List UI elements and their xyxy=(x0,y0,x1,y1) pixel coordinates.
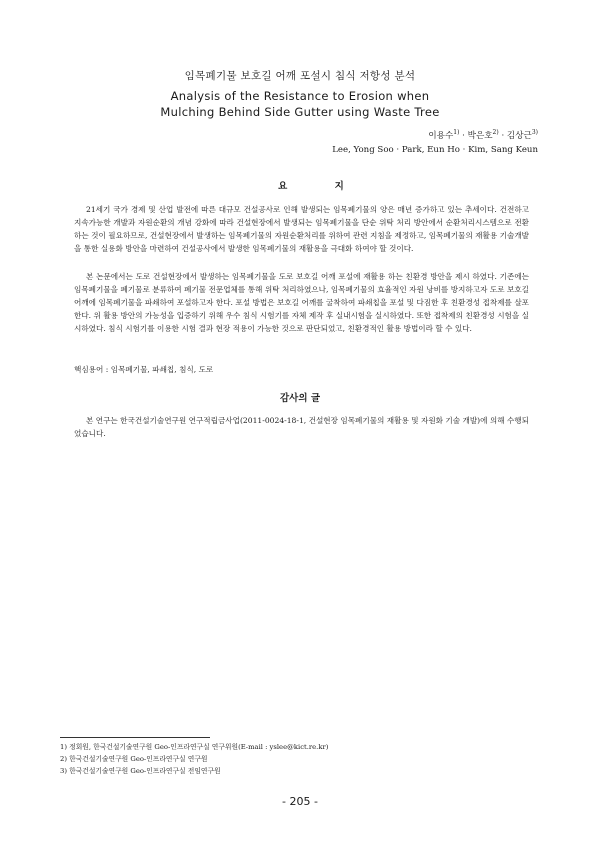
footnote-3: 3) 한국건설기술연구원 Geo-인프라연구실 전임연구원 xyxy=(60,767,221,775)
english-title-line2: Mulching Behind Side Gutter using Waste Tree xyxy=(160,105,440,119)
author-1-mark: 1) xyxy=(453,129,460,136)
abstract-heading: 요 지 xyxy=(278,181,366,192)
footnotes xyxy=(60,741,328,777)
acknowledgement-text: 본 연구는 한국건설기술연구원 연구적립금사업(2011-0024-18-1, 건설현장 임목폐기물의 재활용 및 자원화 기술 개발)에 의해 수행되었습니다. xyxy=(74,416,529,438)
keywords-line xyxy=(74,364,213,375)
keywords-list: 임목폐기물, 파쇄칩, 침식, 도로 xyxy=(110,365,214,374)
abstract-paragraph-1: 21세기 국가 경제 및 산업 발전에 따른 대규모 건설공사로 인해 발생되는 임목폐기물의 양은 매년 증가하고 있는 추세이다. 건전하고 지속가능한 개발과 자원순환의 개념 강화에 따라 건설현장에서 발생되는 임목폐기물을 단순 위탁 처리 방안에서 순환처리시스템으로 전환하는 것이 필요하므로, 건설현장에서 발생하는 임목폐기물의 자원순환처리를 위하여 관련 지침을 제정하고, 임목폐기물의 재활용 기술개발을 통한 실용화 방안을 마련하여 건설공사에서 발생한 임목폐기물의 재활용을 극대화 하여야 할 것이다. xyxy=(74,205,529,253)
title-block xyxy=(60,68,540,120)
korean-title: 임목폐기물 보호길 어깨 포설시 침식 저항성 분석 xyxy=(184,70,416,82)
keywords-label: 핵심용어 : xyxy=(74,365,109,374)
page-number: - 205 - xyxy=(282,795,318,808)
korean-authors xyxy=(332,126,538,143)
author-separator-2: · xyxy=(498,130,507,141)
english-title-line1: Analysis of the Resistance to Erosion when xyxy=(170,89,430,103)
footnote-divider xyxy=(60,737,210,738)
abstract-paragraph-2: 본 논문에서는 도로 건설현장에서 발생하는 임목폐기물을 도로 보호길 어깨 포설에 재활용 하는 친환경 방안을 제시 하였다. 기존에는 임목폐기물을 폐기물로 분류하여 폐기물 전문업체를 통해 위탁 처리하였으나, 임목폐기물의 효율적인 자원 낭비를 방지하고자 도로 보호길 어깨에 임목폐기물을 파쇄하여 포설하고자 한다. 포설 방법은 보호길 어깨를 굴착하여 파쇄칩을 포설 및 다짐한 후 친환경성 접착제를 살포한다. 위 활용 방안의 가능성을 입증하기 위해 우수 침식 시험기를 자체 제작 후 실내시험을 실시하였다. 또한 접착제의 친환경성 시험을 실시하였다. 침식 시험기를 이용한 시험 결과 현장 적용이 가능한 것으로 판단되었고, 친환경적인 활용 방법이라 할 수 있다. xyxy=(74,272,529,333)
author-3-mark: 3) xyxy=(531,129,538,136)
acknowledgement-heading: 감사의 글 xyxy=(279,393,320,404)
author-separator-1: · xyxy=(459,130,468,141)
author-2-mark: 2) xyxy=(492,129,499,136)
english-authors: Lee, Yong Soo · Park, Eun Ho · Kim, Sang Keun xyxy=(332,144,538,155)
authors-block xyxy=(332,126,538,157)
footnote-1: 1) 정회원, 한국건설기술연구원 Geo-인프라연구실 연구위원(E-mail : yslee@kict.re.kr) xyxy=(60,743,329,751)
author-3: 김상근 xyxy=(506,130,532,141)
english-title xyxy=(60,88,540,120)
author-2: 박은호 xyxy=(467,130,493,141)
footnote-2: 2) 한국건설기술연구원 Geo-인프라연구실 연구원 xyxy=(60,755,208,763)
author-1: 이용수 xyxy=(428,130,454,141)
